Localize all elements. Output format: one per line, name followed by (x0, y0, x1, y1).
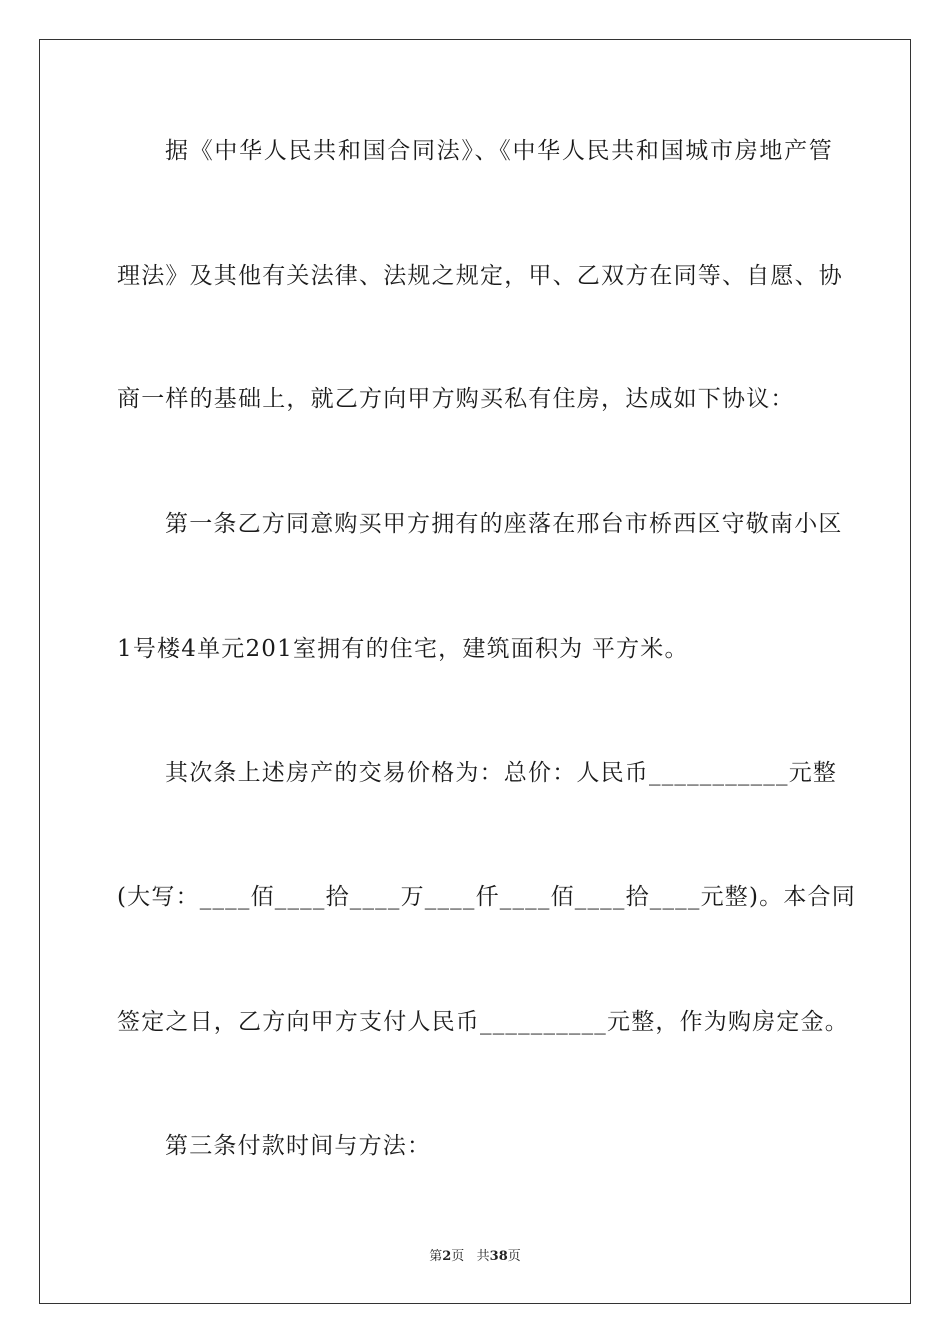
footer-page-mid: 页 共 (451, 1249, 490, 1264)
footer-page-prefix: 第 (429, 1249, 443, 1264)
paragraph-line-1: 据《中华人民共和国合同法》、《中华人民共和国城市房地产管 (165, 138, 833, 164)
paragraph-line-4: 第一条乙方同意购买甲方拥有的座落在邢台市桥西区守敬南小区 (165, 511, 843, 537)
paragraph-line-2: 理法》及其他有关法律、法规之规定，甲、乙双方在同等、自愿、协 (117, 263, 843, 289)
paragraph-line-7: (大写：____佰____拾____万____仟____佰____拾____元整)。本合同 (117, 884, 856, 910)
page-border (39, 39, 911, 1304)
footer-page-current: 2 (442, 1249, 452, 1264)
paragraph-line-6: 其次条上述房产的交易价格为：总价：人民币___________元整 (165, 760, 838, 786)
footer-page-total: 38 (489, 1249, 508, 1264)
paragraph-line-9: 第三条付款时间与方法： (165, 1133, 432, 1159)
paragraph-line-5: 1号楼4单元201室拥有的住宅，建筑面积为 平方米。 (117, 636, 689, 662)
page-number-footer (0, 1248, 950, 1266)
paragraph-line-8: 签定之日，乙方向甲方支付人民币__________元整，作为购房定金。 (117, 1009, 849, 1035)
footer-page-suffix: 页 (507, 1249, 521, 1264)
paragraph-line-3: 商一样的基础上，就乙方向甲方购买私有住房，达成如下协议： (117, 386, 795, 412)
